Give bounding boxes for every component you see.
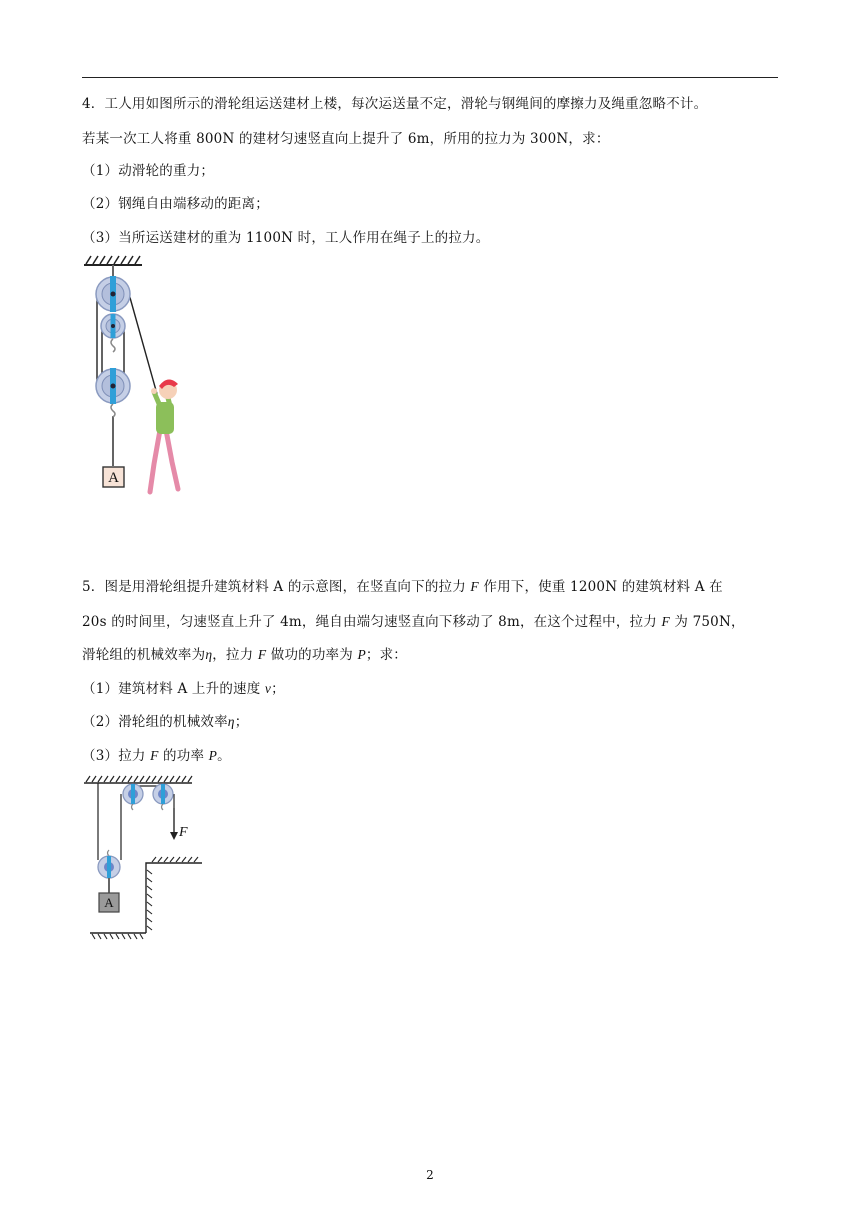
ceiling-hatch (86, 256, 140, 264)
movable-pulley (96, 368, 130, 404)
ceiling-hatch (86, 776, 192, 782)
q5-stem-line3: 滑轮组的机械效率为η，拉力 F 做功的功率为 P；求： (82, 647, 408, 663)
header-rule (82, 77, 778, 78)
q5-subquestion-2: （2）滑轮组的机械效率η； (82, 714, 249, 730)
movable-pulley (98, 856, 120, 878)
q5-stem-line1: 5．图是用滑轮组提升建筑材料 A 的示意图，在竖直向下的拉力 F 作用下，使重 1200N 的建筑材料 A 在 (82, 579, 723, 595)
fixed-pulley-large (96, 276, 130, 312)
q5-subquestion-3: （3）拉力 F 的功率 P。 (82, 748, 231, 764)
q4-subquestion-3: （3）当所运送建材的重为 1100N 时，工人作用在绳子上的拉力。 (82, 230, 490, 246)
q4-stem-line1: 4．工人用如图所示的滑轮组运送建材上楼，每次运送量不定，滑轮与钢绳间的摩擦力及绳重忽略不计。 (82, 96, 708, 112)
block-a-label: A (108, 470, 119, 486)
q5-pulley-figure (82, 772, 207, 942)
fixed-pulley-right (153, 784, 173, 804)
force-arrow (170, 808, 178, 840)
worker-figure (150, 379, 178, 492)
q4-pulley-figure (80, 254, 210, 499)
q5-subquestion-1: （1）建筑材料 A 上升的速度 v； (82, 681, 285, 697)
page-number: 2 (426, 1168, 434, 1182)
step-wall (146, 863, 202, 933)
ground-hatch (92, 934, 143, 939)
force-label: F (179, 825, 188, 840)
fixed-pulley-left (123, 784, 143, 804)
q4-stem-line2: 若某一次工人将重 800N 的建材匀速竖直向上提升了 6m，所用的拉力为 300N，求： (82, 131, 610, 147)
block-a-label: A (104, 895, 114, 910)
q5-stem-line2: 20s 的时间里，匀速竖直上升了 4m，绳自由端匀速竖直向下移动了 8m，在这个过程中，拉力 F 为 750N， (82, 614, 745, 630)
q4-subquestion-1: （1）动滑轮的重力； (82, 163, 215, 179)
step-hatch (147, 857, 198, 930)
q4-subquestion-2: （2）钢绳自由端移动的距离； (82, 196, 269, 212)
fixed-pulley-small (101, 314, 125, 338)
